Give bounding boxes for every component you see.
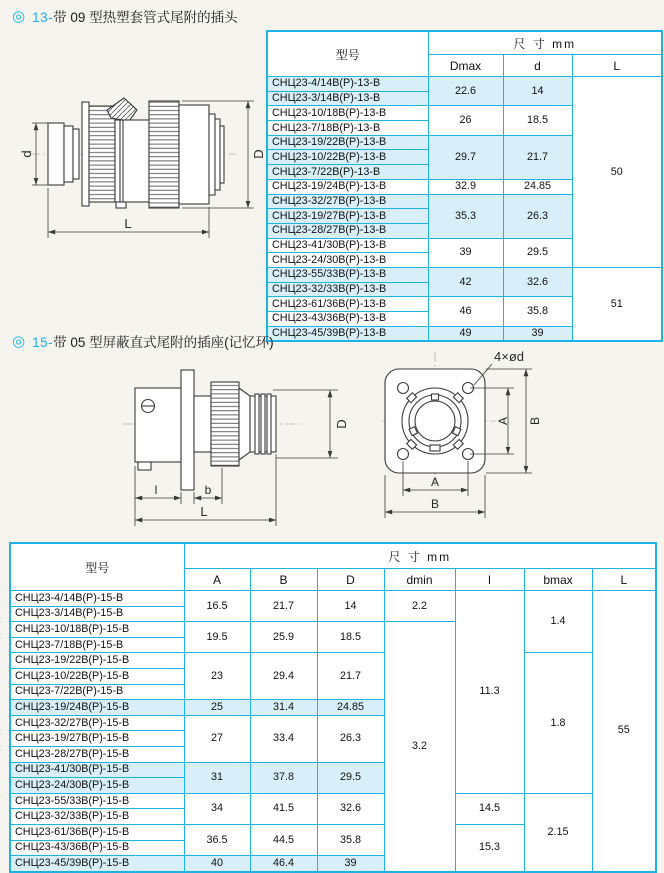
- model-column-header: 型号: [267, 31, 428, 77]
- value-cell-D: 24.85: [317, 700, 384, 716]
- value-cell-Dmax: 22.6: [428, 77, 503, 106]
- dimension-group-header: 尺 寸 mm: [184, 543, 656, 569]
- dim-label-b: b: [204, 483, 212, 497]
- model-cell: CHЦ23-19/27B(P)-13-B: [267, 209, 428, 224]
- value-cell-B: 46.4: [250, 856, 317, 872]
- value-cell-A: 27: [184, 715, 250, 762]
- model-cell: CHЦ23-45/39B(P)-13-B: [267, 326, 428, 341]
- column-header-L: L: [592, 569, 656, 591]
- value-cell-B: 41.5: [250, 793, 317, 824]
- model-cell: CHЦ23-10/22B(P)-15-B: [10, 668, 184, 684]
- model-cell: CHЦ23-61/36B(P)-15-B: [10, 824, 184, 840]
- value-cell-Dmax: 32.9: [428, 179, 503, 194]
- model-cell: CHЦ23-3/14B(P)-15-B: [10, 606, 184, 622]
- model-cell: CHЦ23-10/18B(P)-15-B: [10, 622, 184, 638]
- value-cell-B: 25.9: [250, 622, 317, 653]
- model-cell: CHЦ23-45/39B(P)-15-B: [10, 856, 184, 872]
- model-cell: CHЦ23-55/33B(P)-15-B: [10, 793, 184, 809]
- model-cell: CHЦ23-19/24B(P)-13-B: [267, 179, 428, 194]
- value-cell-A: 31: [184, 762, 250, 793]
- value-cell-A: 40: [184, 856, 250, 872]
- dim-label-D: D: [334, 419, 349, 429]
- value-cell-Dmax: 29.7: [428, 135, 503, 179]
- value-cell-Dmax: 39: [428, 238, 503, 267]
- value-cell-dmin: 3.2: [384, 622, 455, 872]
- section-13-number: 13-: [32, 10, 54, 25]
- model-column-header: 型号: [10, 543, 184, 591]
- model-cell: CHЦ23-28/27B(P)-15-B: [10, 746, 184, 762]
- model-cell: CHЦ23-7/18B(P)-15-B: [10, 637, 184, 653]
- value-cell-A: 19.5: [184, 622, 250, 653]
- model-cell: CHЦ23-61/36B(P)-13-B: [267, 297, 428, 312]
- table-row: [10, 793, 656, 809]
- value-cell-dmin: 2.2: [384, 591, 455, 622]
- model-cell: CHЦ23-7/22B(P)-13-B: [267, 165, 428, 180]
- model-cell: CHЦ23-7/18B(P)-13-B: [267, 121, 428, 136]
- table-row: [267, 267, 662, 282]
- value-cell-Dmax: 46: [428, 297, 503, 326]
- column-header-dmin: dmin: [384, 569, 455, 591]
- dimensions-table-15: [9, 542, 657, 873]
- value-cell-Dmax: 42: [428, 267, 503, 296]
- dim-label-L: L: [200, 504, 208, 519]
- value-cell-d: 26.3: [503, 194, 572, 238]
- column-header-A: A: [184, 569, 250, 591]
- model-cell: CHЦ23-41/30B(P)-13-B: [267, 238, 428, 253]
- value-cell-d: 39: [503, 326, 572, 341]
- value-cell-L: 51: [572, 267, 662, 341]
- dim-label-holes: 4×ød: [494, 349, 524, 364]
- model-cell: CHЦ23-32/27B(P)-15-B: [10, 715, 184, 731]
- model-cell: CHЦ23-55/33B(P)-13-B: [267, 267, 428, 282]
- model-cell: CHЦ23-24/30B(P)-13-B: [267, 253, 428, 268]
- table-row: [10, 591, 656, 607]
- flange-front-view-drawing: [382, 344, 622, 549]
- column-header-B: B: [250, 569, 317, 591]
- value-cell-d: 35.8: [503, 297, 572, 326]
- value-cell-Dmax: 35.3: [428, 194, 503, 238]
- dim-label-A-bottom: A: [430, 475, 440, 489]
- model-cell: CHЦ23-32/27B(P)-13-B: [267, 194, 428, 209]
- dimension-group-header: 尺 寸 mm: [428, 31, 662, 55]
- value-cell-Dmax: 49: [428, 326, 503, 341]
- value-cell-d: 21.7: [503, 135, 572, 179]
- value-cell-A: 25: [184, 700, 250, 716]
- dimensions-table-13: [266, 30, 663, 342]
- value-cell-B: 44.5: [250, 824, 317, 855]
- model-cell: CHЦ23-32/33B(P)-13-B: [267, 282, 428, 297]
- value-cell-D: 21.7: [317, 653, 384, 700]
- value-cell-d: 24.85: [503, 179, 572, 194]
- value-cell-L: 50: [572, 77, 662, 268]
- model-cell: CHЦ23-10/18B(P)-13-B: [267, 106, 428, 121]
- section-13-title: 带 09 型热塑套管式尾附的插头: [53, 10, 238, 25]
- dim-label-B-bottom: B: [430, 497, 440, 511]
- value-cell-D: 18.5: [317, 622, 384, 653]
- value-cell-B: 21.7: [250, 591, 317, 622]
- dim-label-L: L: [124, 216, 132, 231]
- table-row: [267, 77, 662, 92]
- section-15-title: 带 05 型屏蔽直式尾附的插座(记忆环): [53, 335, 274, 350]
- value-cell-A: 36.5: [184, 824, 250, 855]
- value-cell-B: 31.4: [250, 700, 317, 716]
- value-cell-bmax: 1.8: [524, 653, 592, 793]
- dim-label-l: l: [154, 483, 158, 497]
- column-header-bmax: bmax: [524, 569, 592, 591]
- model-cell: CHЦ23-4/14B(P)-13-B: [267, 77, 428, 92]
- value-cell-B: 29.4: [250, 653, 317, 700]
- section-15-header: [12, 331, 274, 351]
- dim-label-B-right: B: [528, 416, 542, 426]
- column-header-D: D: [317, 569, 384, 591]
- model-cell: CHЦ23-24/30B(P)-15-B: [10, 778, 184, 794]
- value-cell-bmax: 1.4: [524, 591, 592, 653]
- model-cell: CHЦ23-3/14B(P)-13-B: [267, 91, 428, 106]
- model-cell: CHЦ23-4/14B(P)-15-B: [10, 591, 184, 607]
- value-cell-D: 35.8: [317, 824, 384, 855]
- value-cell-bmax: 2.15: [524, 793, 592, 871]
- value-cell-D: 26.3: [317, 715, 384, 762]
- value-cell-L: 55: [592, 591, 656, 872]
- value-cell-B: 33.4: [250, 715, 317, 762]
- dim-label-D: D: [251, 149, 266, 159]
- model-cell: CHЦ23-32/33B(P)-15-B: [10, 809, 184, 825]
- model-cell: CHЦ23-43/36B(P)-13-B: [267, 312, 428, 327]
- model-cell: CHЦ23-10/22B(P)-13-B: [267, 150, 428, 165]
- value-cell-B: 37.8: [250, 762, 317, 793]
- value-cell-D: 32.6: [317, 793, 384, 824]
- section-bullet-icon: ◎: [12, 332, 26, 350]
- model-cell: CHЦ23-7/22B(P)-15-B: [10, 684, 184, 700]
- value-cell-l: 11.3: [455, 591, 524, 794]
- value-cell-A: 16.5: [184, 591, 250, 622]
- model-cell: CHЦ23-19/22B(P)-15-B: [10, 653, 184, 669]
- model-cell: CHЦ23-43/36B(P)-15-B: [10, 840, 184, 856]
- dim-label-d: d: [19, 150, 34, 158]
- table-row: [10, 653, 656, 669]
- value-cell-D: 39: [317, 856, 384, 872]
- value-cell-l: 14.5: [455, 793, 524, 824]
- section-13-header: [12, 6, 238, 26]
- value-cell-D: 14: [317, 591, 384, 622]
- column-header-L: L: [572, 55, 662, 77]
- dim-label-A-right: A: [496, 416, 510, 426]
- model-cell: CHЦ23-19/24B(P)-15-B: [10, 700, 184, 716]
- model-cell: CHЦ23-41/30B(P)-15-B: [10, 762, 184, 778]
- model-cell: CHЦ23-19/22B(P)-13-B: [267, 135, 428, 150]
- value-cell-l: 15.3: [455, 824, 524, 871]
- section-bullet-icon: ◎: [12, 7, 26, 25]
- value-cell-Dmax: 26: [428, 106, 503, 135]
- column-header-d: d: [503, 55, 572, 77]
- column-header-l: l: [455, 569, 524, 591]
- value-cell-A: 34: [184, 793, 250, 824]
- value-cell-d: 18.5: [503, 106, 572, 135]
- model-cell: CHЦ23-28/27B(P)-13-B: [267, 223, 428, 238]
- model-cell: CHЦ23-19/27B(P)-15-B: [10, 731, 184, 747]
- value-cell-A: 23: [184, 653, 250, 700]
- socket-side-view-drawing: [98, 354, 368, 546]
- column-header-Dmax: Dmax: [428, 55, 503, 77]
- value-cell-d: 29.5: [503, 238, 572, 267]
- value-cell-d: 14: [503, 77, 572, 106]
- section-15-number: 15-: [32, 335, 54, 350]
- value-cell-d: 32.6: [503, 267, 572, 296]
- value-cell-D: 29.5: [317, 762, 384, 793]
- plug-side-view-drawing: [12, 58, 266, 276]
